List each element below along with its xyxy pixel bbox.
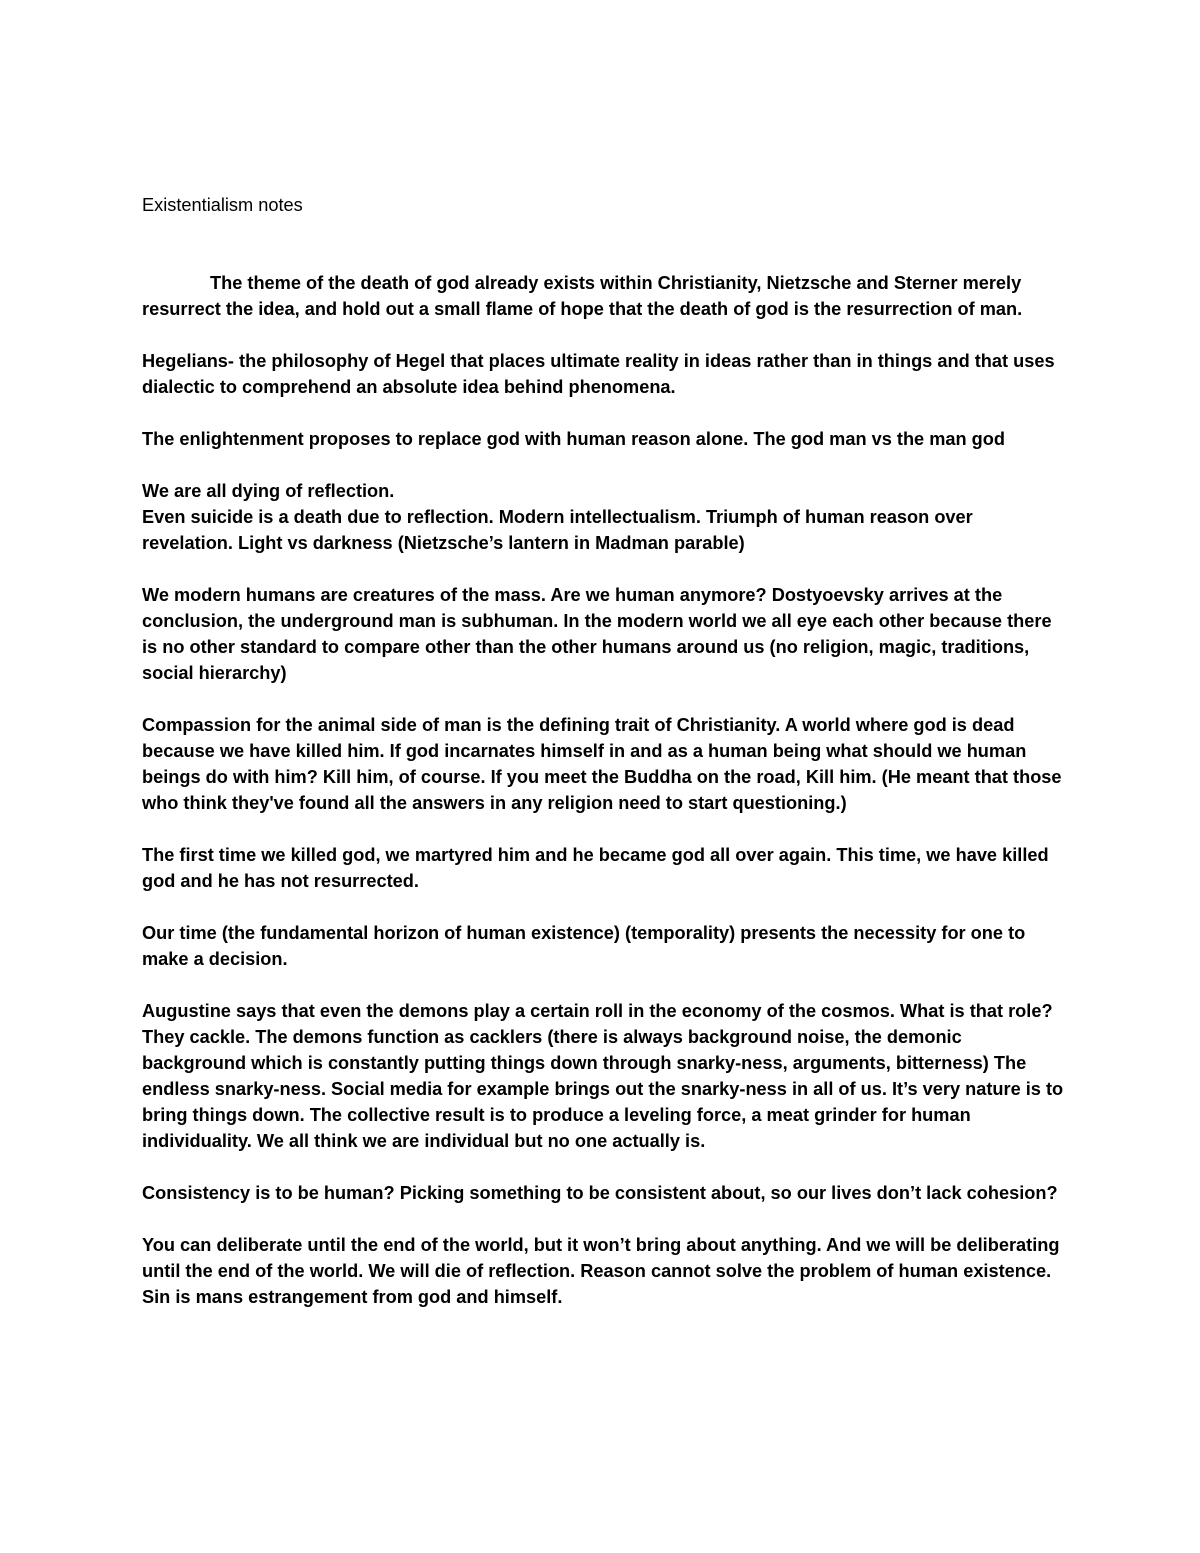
paragraph-compassion: Compassion for the animal side of man is the defining trait of Christianity. A world where god is dead because we have killed him. If god incarnates himself in and as a human being what should we human beings do with him? Kill him, of course. If you meet the Buddha on the road, Kill him. (He meant that those who think they've found all the answers in any religion need to start questioning.): [142, 715, 1062, 813]
paragraph-hegelians: Hegelians- the philosophy of Hegel that places ultimate reality in ideas rather than in things and that uses dialectic to comprehend an absolute idea behind phenomena.: [142, 351, 1055, 397]
spacer: [142, 218, 1067, 270]
document-title: Existentialism notes: [142, 195, 303, 215]
paragraph-augustine: Augustine says that even the demons play a certain roll in the economy of the cosmos. What is that role? They cackle. The demons function as cacklers (there is always background noise, the demonic background which is constantly putting things down through snarky-ness, arguments, bitterness) The endless snarky-ness. Social media for example brings out the snarky-ness in all of us. It’s very nature is to bring things down. The collective result is to produce a leveling force, a meat grinder for human individuality. We all think we are individual but no one actually is.: [142, 1001, 1064, 1151]
paragraph-creatures-of-mass: We modern humans are creatures of the mass. Are we human anymore? Dostyoevsky arrives at the conclusion, the underground man is subhuman. In the modern world we all eye each other because there is no other standard to compare other than the other humans around us (no religion, magic, traditions, social hierarchy): [142, 585, 1052, 683]
paragraph-consistency: Consistency is to be human? Picking something to be consistent about, so our lives don’t lack cohesion?: [142, 1183, 1058, 1203]
paragraph-suicide: Even suicide is a death due to reflection. Modern intellectualism. Triumph of human reason over revelation. Light vs darkness (Nietzsche’s lantern in Madman parable): [142, 507, 973, 553]
paragraph-text: The theme of the death of god already exists within Christianity, Nietzsche and Sterner merely resurrect the idea, and hold out a small flame of hope that the death of god is the resurrection of man.: [142, 273, 1023, 319]
paragraph-first-time: The first time we killed god, we martyred him and he became god all over again. This time, we have killed god and he has not resurrected.: [142, 845, 1049, 891]
document-body: [142, 192, 1067, 1336]
paragraph-enlightenment: The enlightenment proposes to replace god with human reason alone. The god man vs the man god: [142, 429, 1006, 449]
paragraph-dying-of-reflection: We are all dying of reflection.: [142, 481, 395, 501]
paragraph-deliberate: You can deliberate until the end of the world, but it won’t bring about anything. And we will be deliberating until the end of the world. We will die of reflection. Reason cannot solve the problem of human existence. Sin is mans estrangement from god and himself.: [142, 1235, 1060, 1307]
paragraph-our-time: Our time (the fundamental horizon of human existence) (temporality) presents the necessity for one to make a decision.: [142, 923, 1026, 969]
paragraph-death-of-god: [142, 270, 1067, 322]
